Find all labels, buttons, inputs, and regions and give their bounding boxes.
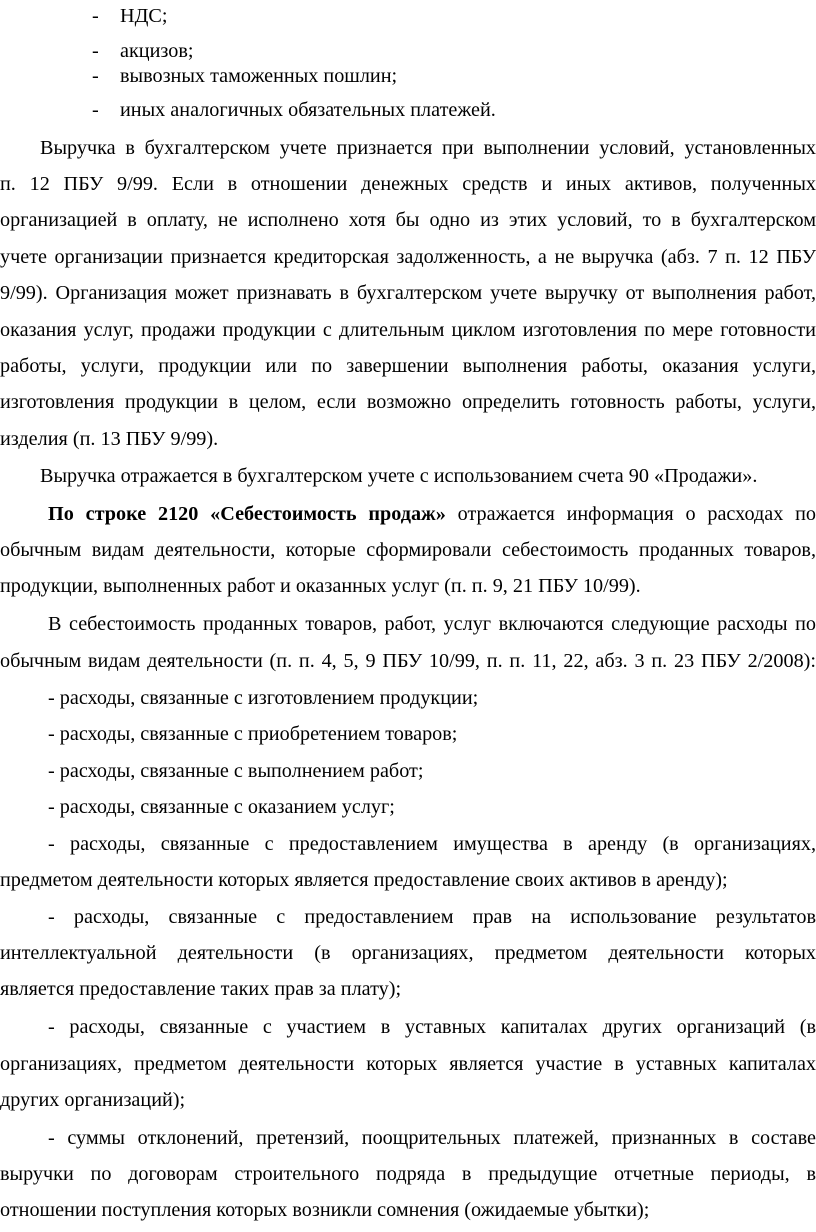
- paragraph-line: организацией в оплату, не исполнено хотя бы одно из этих условий, то в бухгалтерском: [0, 209, 816, 231]
- paragraph-line: Выручка отражается в бухгалтерском учете с использованием счета 90 «Продажи».: [40, 465, 758, 487]
- list-item-continuation: отношении поступления которых возникли сомнения (ожидаемые убытки);: [0, 1199, 650, 1221]
- list-item: - расходы, связанные с предоставлением имущества в аренду (в организациях,: [48, 833, 816, 855]
- list-item: - расходы, связанные с выполнением работ;: [48, 760, 424, 782]
- list-item: - расходы, связанные с изготовлением продукции;: [48, 687, 479, 709]
- paragraph-line: обычным видам деятельности (п. п. 4, 5, 9 ПБУ 10/99, п. п. 11, 22, абз. 3 п. 23 ПБУ 2/2008):: [0, 650, 816, 672]
- list-item: - расходы, связанные с предоставлением прав на использование результатов: [48, 906, 816, 928]
- list-dash: -: [92, 40, 99, 62]
- paragraph-line: п. 12 ПБУ 9/99. Если в отношении денежных средств и иных активов, полученных: [0, 173, 816, 195]
- list-item: [92, 39, 193, 63]
- list-item: - расходы, связанные с участием в уставных капиталах других организаций (в: [48, 1016, 816, 1038]
- paragraph-line: 9/99). Организация может признавать в бухгалтерском учете выручку от выполнения работ,: [0, 282, 816, 304]
- list-dash: -: [92, 65, 99, 87]
- paragraph-line: обычным видам деятельности, которые сформировали себестоимость проданных товаров,: [0, 539, 816, 561]
- paragraph-line: В себестоимость проданных товаров, работ, услуг включаются следующие расходы по: [48, 613, 816, 635]
- paragraph-line: учете организации признается кредиторская задолженность, а не выручка (абз. 7 п. 12 ПБУ: [0, 246, 816, 268]
- list-item-text: вывозных таможенных пошлин;: [120, 65, 398, 87]
- paragraph-line: изготовления продукции в целом, если возможно определить готовность работы, услуги,: [0, 391, 816, 413]
- list-item-continuation: организациях, предметом деятельности которых является участие в уставных капиталах: [0, 1053, 816, 1075]
- list-item-text: акцизов;: [120, 40, 194, 62]
- list-item-text: иных аналогичных обязательных платежей.: [120, 99, 496, 121]
- bold-lead: По строке 2120 «Себестоимость продаж»: [48, 503, 446, 525]
- paragraph-line-heading: [48, 502, 816, 526]
- list-item-continuation: предметом деятельности которых является предоставление своих активов в аренду);: [0, 869, 728, 891]
- list-item-continuation: других организаций);: [0, 1089, 186, 1111]
- paragraph-text: отражается информация о расходах по: [445, 503, 816, 525]
- list-dash: -: [92, 5, 99, 27]
- list-item: [92, 4, 167, 28]
- list-item: - расходы, связанные с приобретением товаров;: [48, 723, 458, 745]
- paragraph-line: работы, услуги, продукции или по завершении выполнения работы, оказания услуги,: [0, 355, 816, 377]
- list-dash: -: [92, 99, 99, 121]
- list-item: [92, 64, 397, 88]
- paragraph-line: изделия (п. 13 ПБУ 9/99).: [0, 428, 219, 450]
- list-item-continuation: является предоставление таких прав за плату);: [0, 978, 402, 1000]
- list-item-text: НДС;: [120, 5, 168, 27]
- paragraph-line: оказания услуг, продажи продукции с длительным циклом изготовления по мере готовности: [0, 319, 816, 341]
- paragraph-line: Выручка в бухгалтерском учете признается при выполнении условий, установленных: [40, 137, 816, 159]
- list-item-continuation: выручки по договорам строительного подряда в предыдущие отчетные периоды, в: [0, 1163, 816, 1185]
- list-item-continuation: интеллектуальной деятельности (в организациях, предметом деятельности которых: [0, 942, 816, 964]
- list-item: - суммы отклонений, претензий, поощрительных платежей, признанных в составе: [48, 1127, 816, 1149]
- list-item: - расходы, связанные с оказанием услуг;: [48, 796, 395, 818]
- list-item: [92, 98, 496, 122]
- paragraph-line: продукции, выполненных работ и оказанных услуг (п. п. 9, 21 ПБУ 10/99).: [0, 575, 641, 597]
